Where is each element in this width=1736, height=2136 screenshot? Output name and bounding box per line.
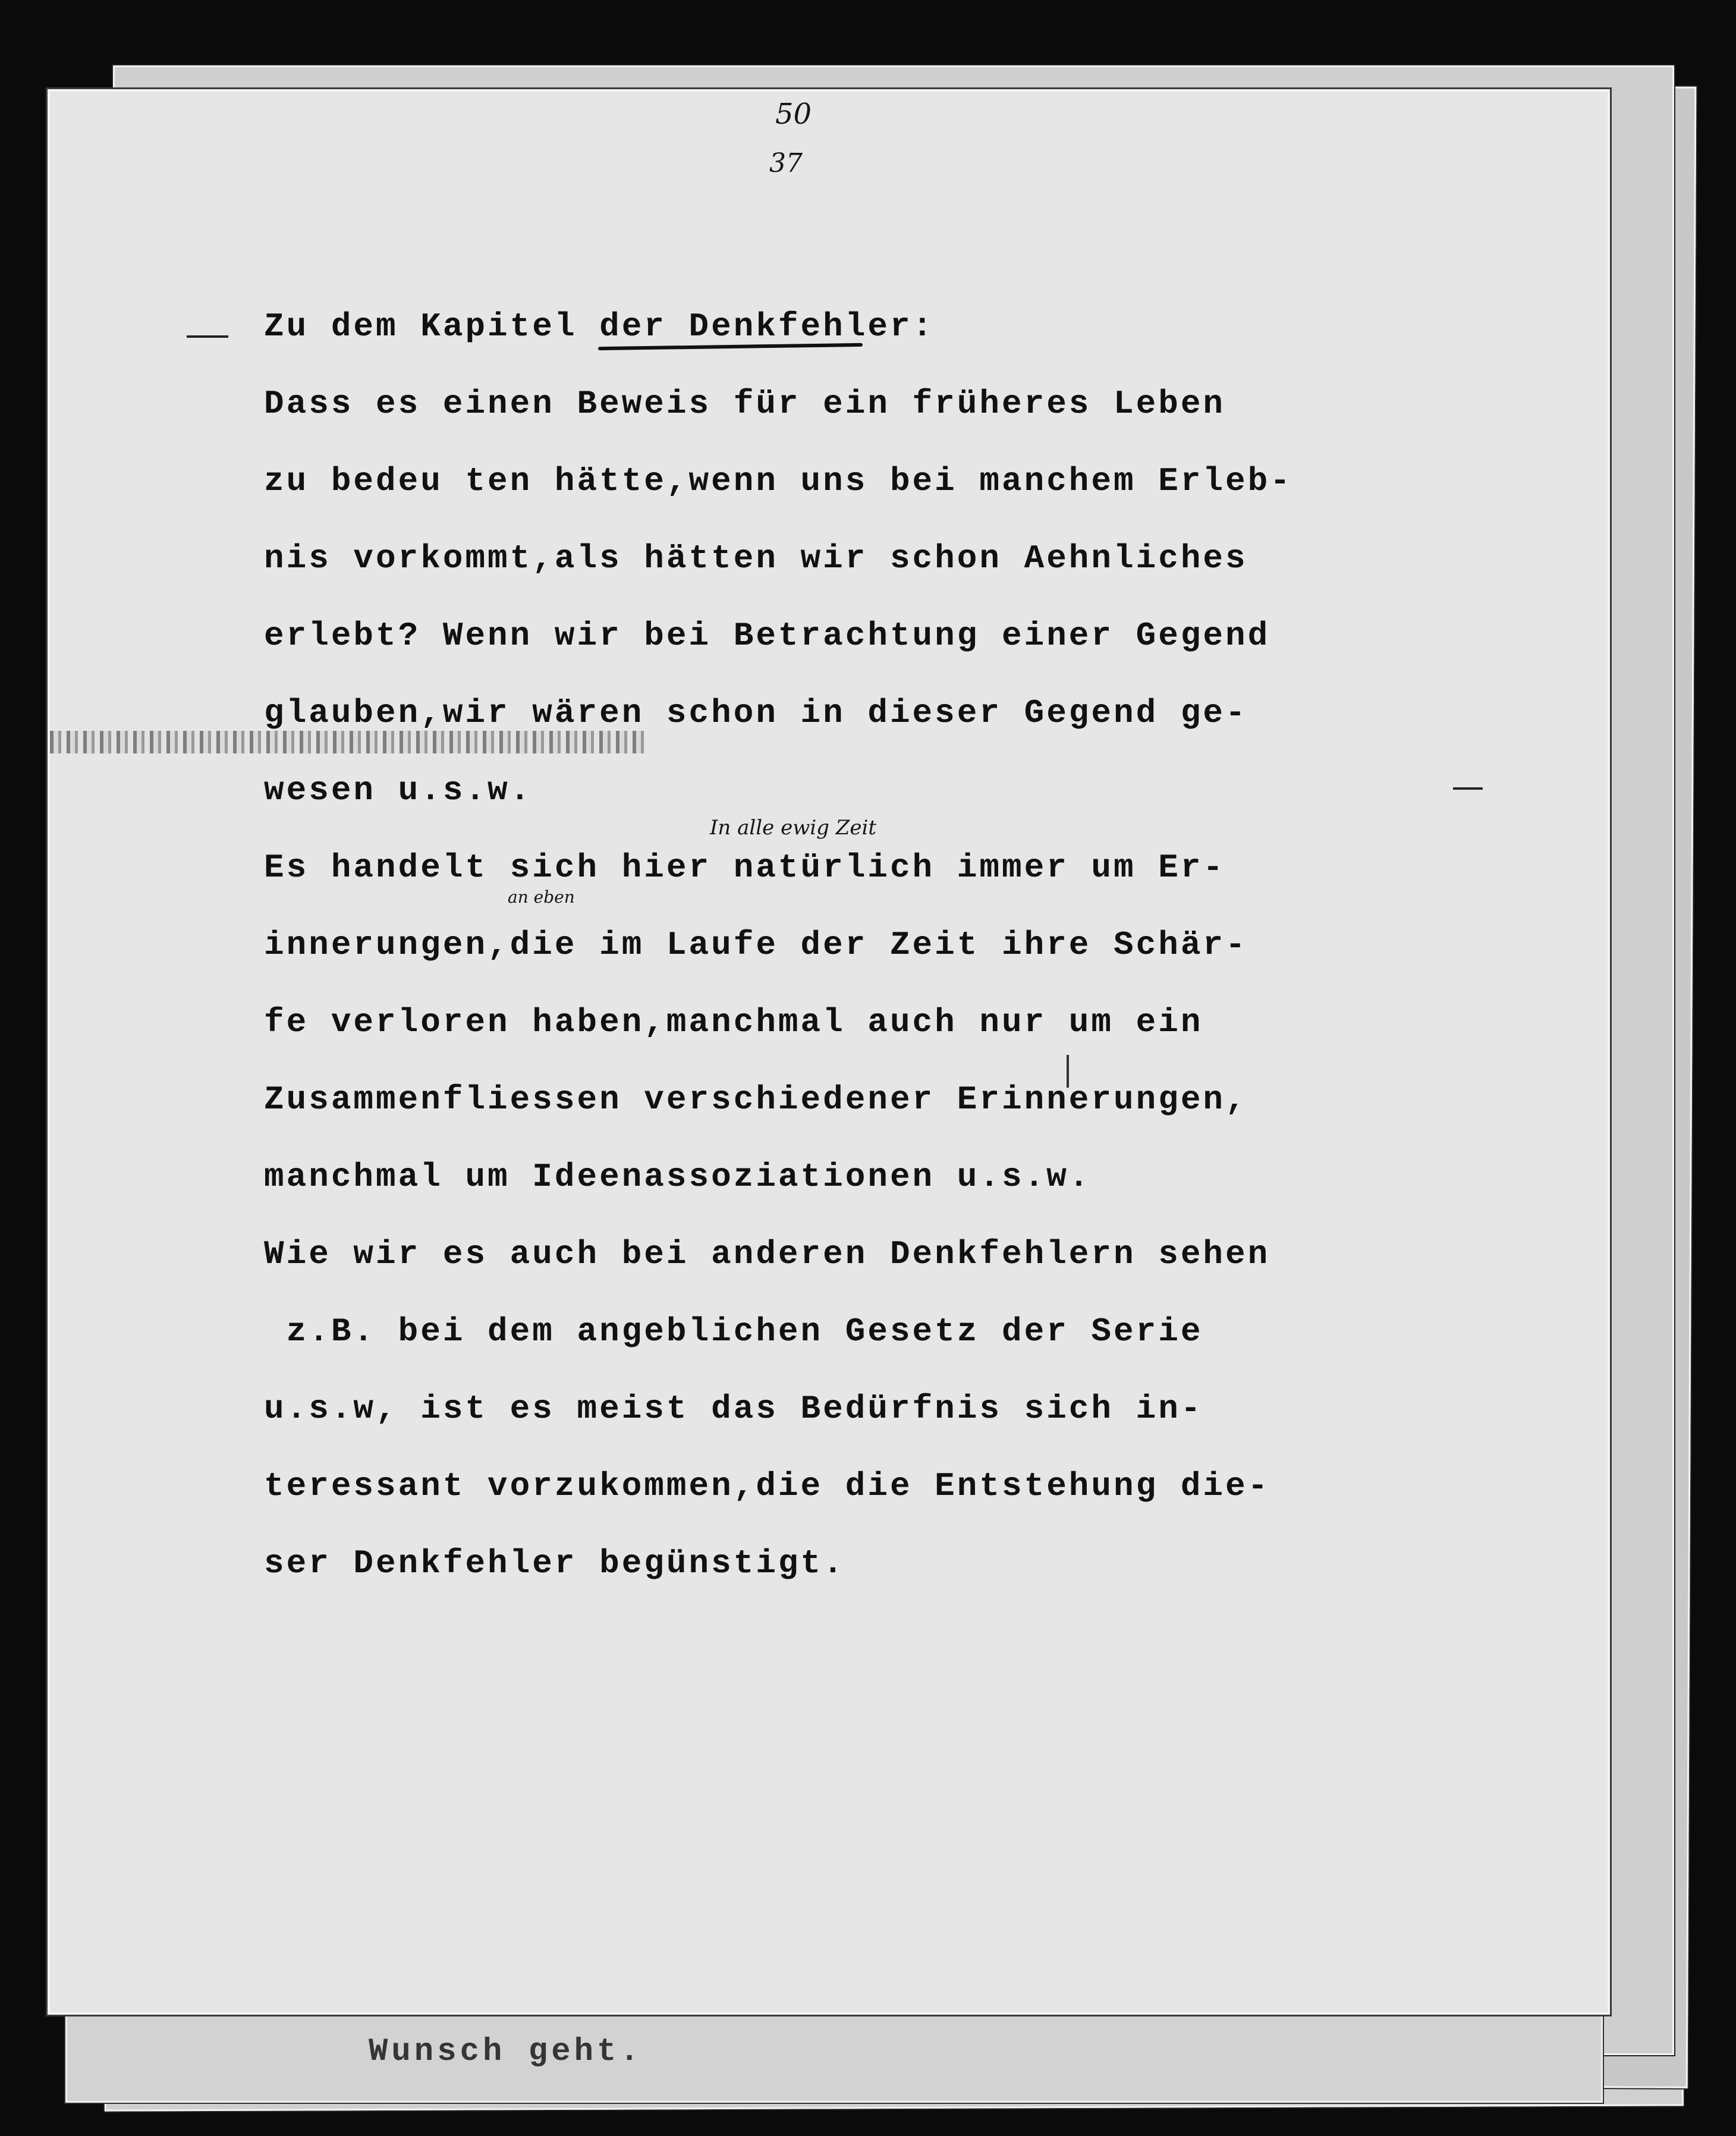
text-line: Zusammenfliessen verschiedener Erinnerungen, bbox=[264, 1080, 1248, 1119]
margin-dash bbox=[187, 335, 228, 338]
typed-page bbox=[48, 89, 1610, 2015]
text-line: Wie wir es auch bei anderen Denkfehlern sehen bbox=[264, 1235, 1270, 1273]
underlying-sheet-text: Wunsch geht. bbox=[369, 2034, 643, 2070]
text-line: z.B. bei dem angeblichen Gesetz der Serie bbox=[264, 1312, 1203, 1350]
text-line: fe verloren haben,manchmal auch nur um ein bbox=[264, 1003, 1203, 1041]
typed-body bbox=[264, 288, 1542, 1602]
handwritten-page-number-top: 50 bbox=[775, 98, 812, 131]
text-line: manchmal um Ideenassoziationen u.s.w. bbox=[264, 1158, 1092, 1196]
text-line: Es handelt sich hier natürlich immer um Er- bbox=[264, 849, 1226, 887]
text-line: ser Denkfehler begünstigt. bbox=[264, 1544, 845, 1582]
heading-line: Zu dem Kapitel der Denkfehler: bbox=[264, 307, 935, 345]
text-line: Dass es einen Beweis für ein früheres Leben bbox=[264, 385, 1226, 423]
handwritten-insert-note: an eben bbox=[508, 887, 575, 907]
handwritten-margin-note: In alle ewig Zeit bbox=[710, 816, 877, 840]
text-line: teressant vorzukommen,die die Entstehung die- bbox=[264, 1467, 1270, 1505]
text-line: wesen u.s.w. bbox=[264, 771, 533, 809]
handwritten-page-number-bottom: 37 bbox=[769, 148, 803, 178]
text-line: glauben,wir wären schon in dieser Gegend ge- bbox=[264, 694, 1248, 732]
text-line: zu bedeu ten hätte,wenn uns bei manchem Erleb- bbox=[264, 462, 1292, 500]
text-line: erlebt? Wenn wir bei Betrachtung einer Gegend bbox=[264, 617, 1270, 655]
text-line: innerungen,die im Laufe der Zeit ihre Schär- bbox=[264, 926, 1248, 964]
text-line: u.s.w, ist es meist das Bedürfnis sich in- bbox=[264, 1390, 1203, 1428]
text-line: nis vorkommt,als hätten wir schon Aehnliches bbox=[264, 539, 1248, 577]
